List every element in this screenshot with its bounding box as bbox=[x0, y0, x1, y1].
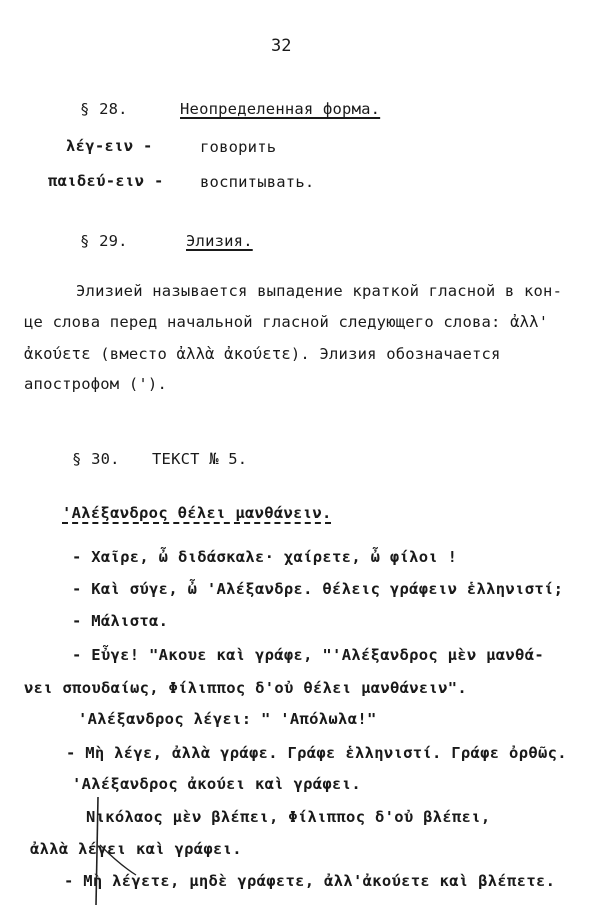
text-line-10: ἀλλὰ λέγει καὶ γράφει. bbox=[30, 840, 242, 858]
text-line-2: - Καὶ σύγε, ὦ 'Αλέξανδρε. θέλεις γράφειν ἑλληνιστί; bbox=[72, 580, 564, 598]
section-28-title: Неопределенная форма. bbox=[180, 100, 381, 118]
text-line-5: νει σπουδαίως, Φίλιππος δ'οὐ θέλει μανθάνειν". bbox=[24, 679, 468, 697]
text-line-6: 'Αλέξανδρος λέγει: " 'Απόλωλα!" bbox=[78, 710, 377, 728]
section-28-number: § 28. bbox=[80, 100, 128, 118]
text-line-8: 'Αλέξανδρος ἀκούει καὶ γράφει. bbox=[72, 775, 361, 793]
greek-verb-1: λέγ-ειν - bbox=[66, 137, 153, 155]
russian-translation-1: говорить bbox=[200, 138, 277, 156]
text-line-7: - Μὴ λέγε, ἀλλὰ γράφε. Γράφε ἑλληνιστί. Γράφε ὀρθῶς. bbox=[66, 744, 567, 762]
russian-translation-2: воспитывать. bbox=[200, 173, 315, 191]
text-title: 'Αλέξανδρος θέλει μανθάνειν. bbox=[62, 504, 332, 522]
section-30-number: § 30. bbox=[72, 450, 120, 468]
greek-verb-2: παιδεύ-ειν - bbox=[48, 172, 164, 190]
paragraph-line-1: Элизией называется выпадение краткой гласной в кон- bbox=[76, 282, 563, 300]
text-line-11: - Μὴ λέγετε, μηδὲ γράφετε, ἀλλ'ἀκούετε καὶ βλέπετε. bbox=[64, 872, 556, 890]
section-29-title: Элизия. bbox=[186, 232, 253, 250]
section-30-title: ТЕКСТ № 5. bbox=[152, 450, 248, 468]
paragraph-line-2: це слова перед начальной гласной следующего слова: ἀλλ' bbox=[24, 313, 549, 331]
pen-mark-decoration bbox=[90, 795, 150, 915]
paragraph-line-3: ἀκούετε (вместо ἀλλὰ ἀκούετε). Элизия обозначается bbox=[24, 345, 501, 363]
text-line-1: - Χαῖρε, ὦ διδάσκαλε· χαίρετε, ὦ φίλοι ! bbox=[72, 548, 458, 566]
section-29-number: § 29. bbox=[80, 232, 128, 250]
text-line-9: Νικόλαος μὲν βλέπει, Φίλιππος δ'οὐ βλέπει, bbox=[86, 808, 491, 826]
text-line-4: - Εὖγε! "Ακουε καὶ γράφε, "'Αλέξανδρος μὲν μανθά- bbox=[72, 646, 544, 664]
page-number: 32 bbox=[271, 36, 292, 56]
paragraph-line-4: апострофом ('). bbox=[24, 375, 167, 393]
text-line-3: - Μάλιστα. bbox=[72, 612, 169, 630]
